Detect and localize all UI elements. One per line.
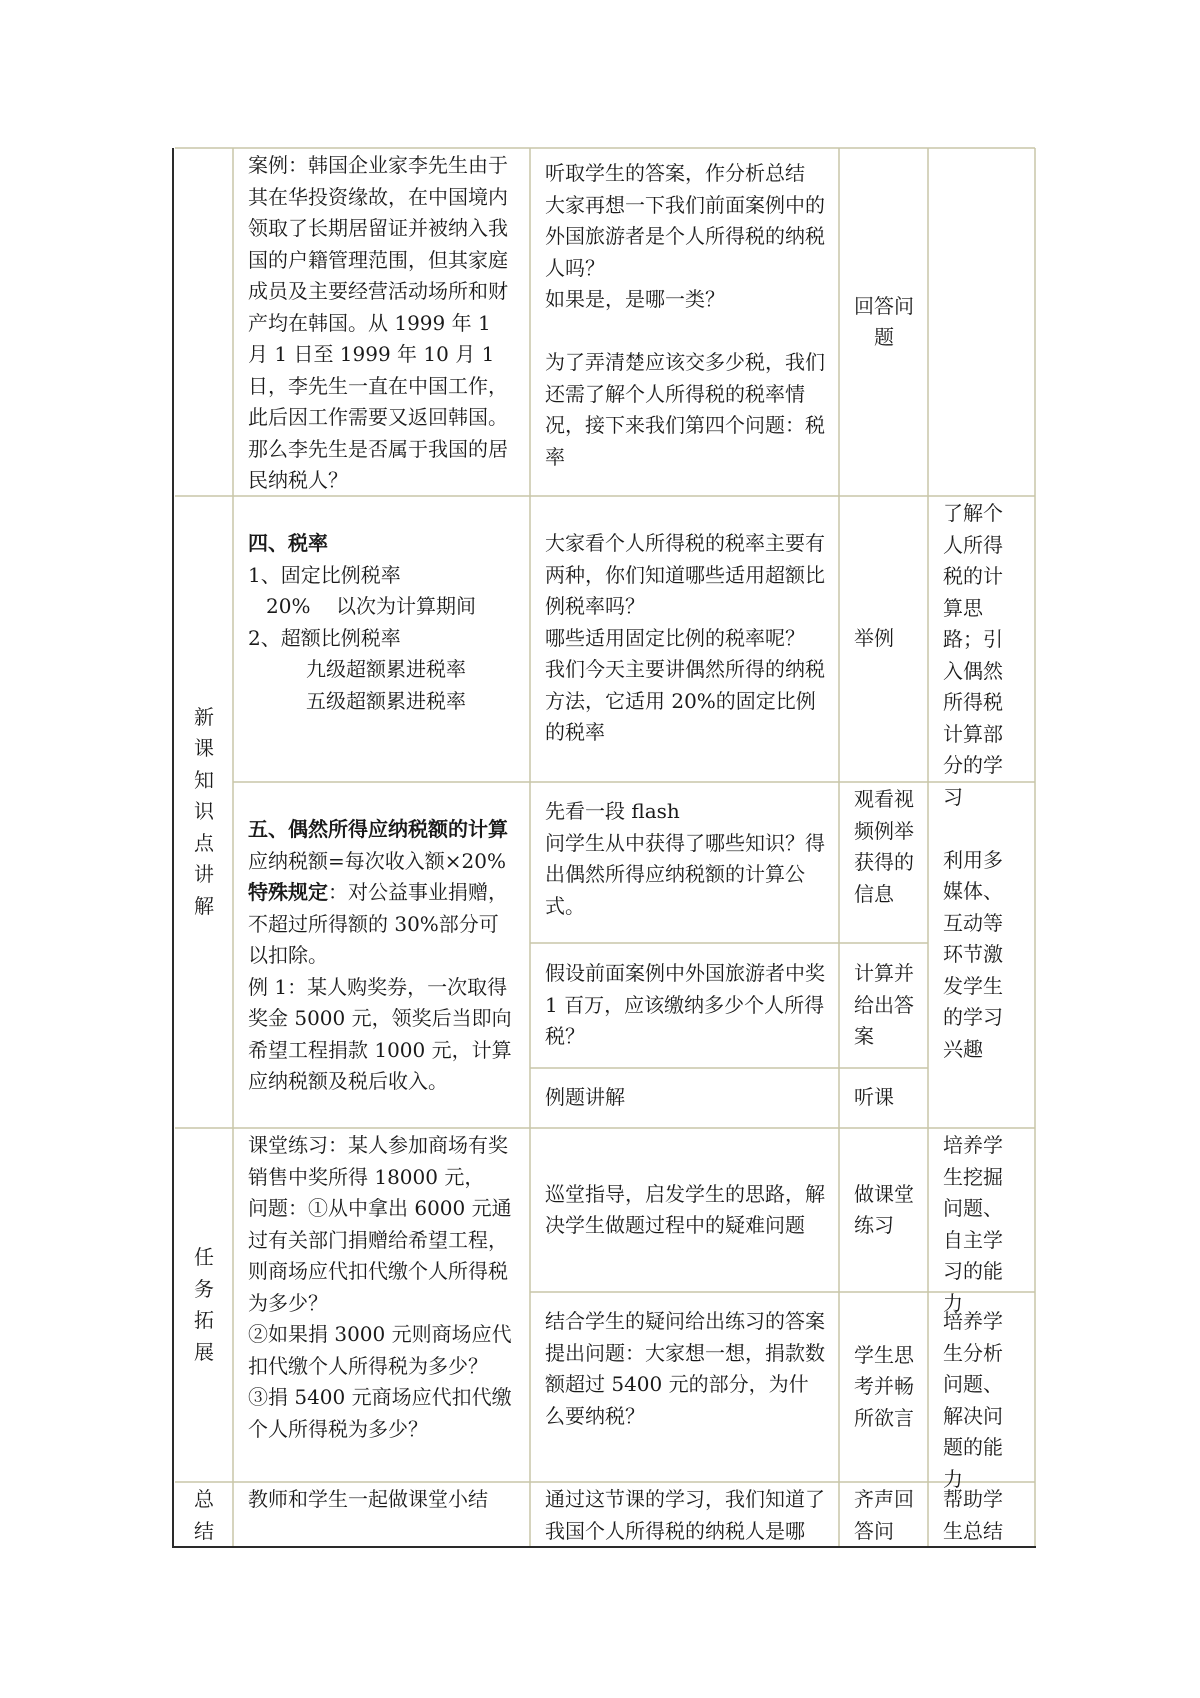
task-goal-cell-1 bbox=[931, 1130, 1033, 1315]
row1-teacher-line-4: 为了弄清楚应该交多少税，我们还需了解个人所得税的税率情况，接下来我们第四个问题：税率 bbox=[545, 350, 825, 469]
task-teacher-cell-2 bbox=[533, 1306, 837, 1480]
tax-rate-percent: 20% bbox=[266, 594, 311, 618]
calc-teacher-1-rest: 问学生从中获得了哪些知识？得出偶然所得应纳税额的计算公式。 bbox=[545, 830, 825, 918]
tax-rate-goal-cell bbox=[931, 498, 1033, 809]
tax-rate-heading: 四、税率 bbox=[248, 531, 328, 555]
incidental-income-formula: 应纳税额=每次收入额×20% bbox=[248, 848, 506, 873]
tax-rate-teacher-cell bbox=[533, 528, 837, 780]
tax-rate-teacher-line-3: 我们今天主要讲偶然所得的纳税方法，它适用 20%的固定比例的税率 bbox=[545, 657, 825, 744]
tax-rate-student-text: 举例 bbox=[854, 626, 894, 651]
row1-teacher-cell bbox=[533, 158, 837, 494]
tax-rate-content-cell bbox=[236, 528, 528, 780]
task-goal-1-text: 培养学生挖掘问题、自主学习的能力 bbox=[943, 1133, 1003, 1315]
case-study-text: 案例：韩国企业家李先生由于其在华投资缘故，在中国境内领取了长期居留证并被纳入我国的户籍管理范围，但其家庭成员及主要经营活动场所和财产均在韩国。从 1999 年 1 月 1 日至 1999 年 10 月 1 日，李先生一直在中国工作，此后因工作需要又返回韩国。那么李先生是否属于我国的居民纳税人？ bbox=[248, 153, 508, 492]
section-label-new-lesson-text: 新课知识点讲解 bbox=[194, 704, 214, 918]
row1-teacher-line-2: 大家再想一下我们前面案例中的外国旅游者是个人所得税的纳税人吗？ bbox=[545, 192, 825, 280]
special-rule-label: 特殊规定 bbox=[248, 880, 328, 904]
calc-goal-cell bbox=[931, 784, 1033, 1126]
row1-student-text: 回答问题 bbox=[854, 293, 914, 349]
case-study-cell bbox=[236, 150, 528, 494]
summary-teacher-cell bbox=[533, 1484, 837, 1546]
calc-student-2-text: 计算并给出答案 bbox=[854, 961, 914, 1049]
calc-student-3-text: 听课 bbox=[854, 1085, 894, 1110]
calc-teacher-cell-3 bbox=[533, 1070, 837, 1126]
incidental-income-heading: 五、偶然所得应纳税额的计算 bbox=[248, 817, 508, 841]
task-teacher-2-line-1: 结合学生的疑问给出练习的答案 bbox=[545, 1309, 825, 1333]
example-1-text: 例 1：某人购奖券，一次取得奖金 5000 元，领奖后当即向希望工程捐款 1000 元，计算应纳税额及税后收入。 bbox=[248, 974, 512, 1093]
task-content-line-1: 课堂练习：某人参加商场有奖销售中奖所得 18000 元， bbox=[248, 1133, 508, 1189]
task-goal-cell-2 bbox=[931, 1306, 1033, 1491]
special-rule-paragraph bbox=[248, 877, 516, 972]
task-content-cell bbox=[236, 1130, 528, 1480]
tax-rate-item-2-a: 九级超额累进税率 bbox=[306, 657, 466, 681]
summary-student-cell bbox=[842, 1484, 926, 1546]
tax-rate-teacher-line-2: 哪些适用固定比例的税率呢？ bbox=[545, 625, 805, 650]
section-label-summary bbox=[176, 1484, 232, 1546]
calc-teacher-cell-1 bbox=[533, 796, 837, 941]
section-label-summary-text: 总结 bbox=[194, 1487, 214, 1543]
tax-rate-goal-text: 了解个人所得税的计算思路；引入偶然所得税计算部分的学习 bbox=[943, 501, 1003, 809]
summary-content-text: 教师和学生一起做课堂小结 bbox=[248, 1487, 488, 1511]
task-student-1-text: 做课堂练习 bbox=[854, 1181, 914, 1237]
task-teacher-1-text: 巡堂指导，启发学生的思路，解决学生做题过程中的疑难问题 bbox=[545, 1181, 825, 1237]
calc-student-1-text: 观看视频例举获得的信息 bbox=[854, 787, 914, 906]
incidental-income-content-cell bbox=[236, 814, 528, 1126]
section-label-task-extension-text: 任务拓展 bbox=[194, 1245, 214, 1364]
task-student-cell-2 bbox=[842, 1294, 926, 1480]
summary-goal-cell bbox=[931, 1484, 1033, 1546]
summary-content-cell bbox=[236, 1484, 528, 1546]
row1-student-cell bbox=[842, 150, 926, 494]
calc-student-cell-2 bbox=[842, 945, 926, 1066]
calc-student-cell-1 bbox=[842, 784, 926, 941]
tax-rate-item-2-b: 五级超额累进税率 bbox=[306, 688, 466, 713]
tax-rate-item-1-detail bbox=[248, 591, 516, 623]
calc-goal-text: 利用多媒体、互动等环节激发学生的学习兴趣 bbox=[943, 847, 1003, 1061]
task-goal-2-text: 培养学生分析问题、解决问题的能力 bbox=[943, 1309, 1003, 1491]
tax-rate-item-1: 1、固定比例税率 bbox=[248, 562, 401, 587]
task-content-line-4: ③捐 5400 元商场应代扣代缴个人所得税为多少？ bbox=[248, 1385, 512, 1441]
tax-rate-period: 以次为计算期间 bbox=[336, 594, 476, 618]
task-student-cell-1 bbox=[842, 1130, 926, 1290]
calc-teacher-cell-2 bbox=[533, 945, 837, 1066]
summary-teacher-text: 通过这节课的学习，我们知道了我国个人所得税的纳税人是哪 bbox=[545, 1487, 825, 1543]
task-content-line-2: 问题：①从中拿出 6000 元通过有关部门捐赠给希望工程，则商场应代扣代缴个人所得税为多少？ bbox=[248, 1196, 512, 1315]
summary-student-text: 齐声回答问 bbox=[854, 1487, 914, 1543]
tax-rate-teacher-line-1: 大家看个人所得税的税率主要有两种，你们知道哪些适用超额比例税率吗？ bbox=[545, 531, 825, 618]
summary-goal-text: 帮助学生总结 bbox=[943, 1487, 1003, 1543]
task-student-2-text: 学生思考并畅所欲言 bbox=[854, 1342, 914, 1430]
calc-student-cell-3 bbox=[842, 1070, 926, 1126]
calc-teacher-2-text: 假设前面案例中外国旅游者中奖 1 百万，应该缴纳多少个人所得税？ bbox=[545, 961, 825, 1049]
tax-rate-student-cell bbox=[842, 498, 926, 780]
special-rule-text: ：对公益事业捐赠，不超过所得额的 30%部分可以扣除。 bbox=[248, 880, 508, 967]
row1-teacher-line-1: 听取学生的答案，作分析总结 bbox=[545, 161, 805, 185]
task-content-line-3: ②如果捐 3000 元则商场应代扣代缴个人所得税为多少？ bbox=[248, 1322, 512, 1378]
task-teacher-cell-1 bbox=[533, 1130, 837, 1290]
section-label-new-lesson bbox=[176, 498, 232, 1126]
row1-teacher-line-3: 如果是，是哪一类？ bbox=[545, 287, 725, 311]
tax-rate-item-2: 2、超额比例税率 bbox=[248, 625, 401, 650]
task-teacher-2-line-2: 提出问题：大家想一想，捐款数额超过 5400 元的部分，为什么要纳税？ bbox=[545, 1340, 825, 1428]
calc-teacher-3-text: 例题讲解 bbox=[545, 1085, 625, 1110]
calc-teacher-1-line-1: 先看一段 flash bbox=[545, 799, 680, 823]
section-label-task-extension bbox=[176, 1130, 232, 1480]
